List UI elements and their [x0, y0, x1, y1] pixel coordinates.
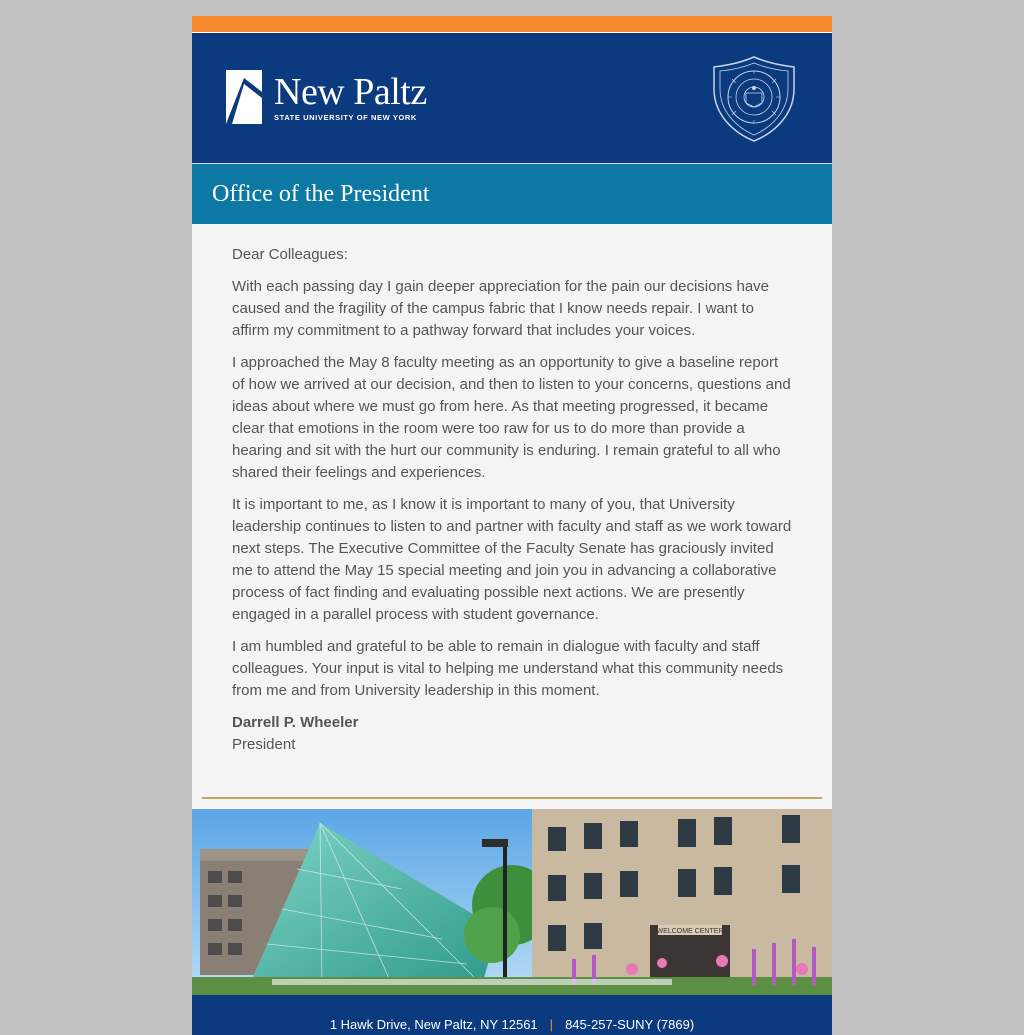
footer-address: 1 Hawk Drive, New Paltz, NY 12561 — [329, 1017, 538, 1032]
university-seal-icon — [710, 55, 798, 143]
welcome-center-sign: WELCOME CENTER — [656, 928, 724, 935]
logo-mark-icon — [226, 70, 262, 124]
letter-paragraph: It is important to me, as I know it is important to many of you, that University leadership continues to listen to and partner with faculty and staff as we work toward next steps. The Executive Committee of the Faculty Senate has graciously invited me to attend the May 15 special meeting and join you in advancing a collaborative process of fact finding and evaluating possible next actions. We are presently engaged in a parallel process with student governance. — [232, 496, 792, 623]
top-accent-bar — [192, 16, 832, 33]
letter-body — [192, 224, 832, 756]
letter-paragraph: I am humbled and grateful to be able to remain in dialogue with faculty and staff colleagues. Your input is vital to helping me understand what this community needs from me and from University leadership in this moment. — [232, 638, 784, 699]
letter-paragraph: I approached the May 8 faculty meeting as an opportunity to give a baseline report of how we arrived at our decision, and then to listen to your concerns, questions and ideas about where we must go from here. As that meeting progressed, it became clear that emotions in the room were too raw for us to do more than provide a hearing and sit with the hurt our community is enduring. I remain grateful to all who shared their feelings and experiences. — [232, 354, 791, 481]
signature-title: President — [232, 736, 296, 753]
page-title: Office of the President — [212, 181, 430, 207]
footer-contact — [192, 1017, 832, 1032]
signature-name: Darrell P. Wheeler — [232, 714, 359, 731]
footer-phone[interactable]: 845-257-SUNY (7869) — [565, 1017, 695, 1032]
logo-wordmark: New Paltz — [274, 71, 427, 113]
office-banner — [192, 164, 832, 224]
new-paltz-logo[interactable] — [226, 70, 426, 126]
letter-greeting: Dear Colleagues: — [232, 246, 348, 263]
campus-photo — [192, 809, 832, 995]
email-container — [192, 16, 832, 1032]
email-header — [192, 33, 832, 164]
footer-separator: | — [549, 1017, 554, 1032]
letter-paragraph: With each passing day I gain deeper appreciation for the pain our decisions have caused and the fragility of the campus fabric that I know needs repair. I want to affirm my commitment to a pathway forward that includes your voices. — [232, 278, 770, 339]
divider-rule — [202, 797, 822, 799]
logo-subtitle: STATE UNIVERSITY OF NEW YORK — [274, 113, 417, 122]
email-footer — [192, 995, 832, 1035]
